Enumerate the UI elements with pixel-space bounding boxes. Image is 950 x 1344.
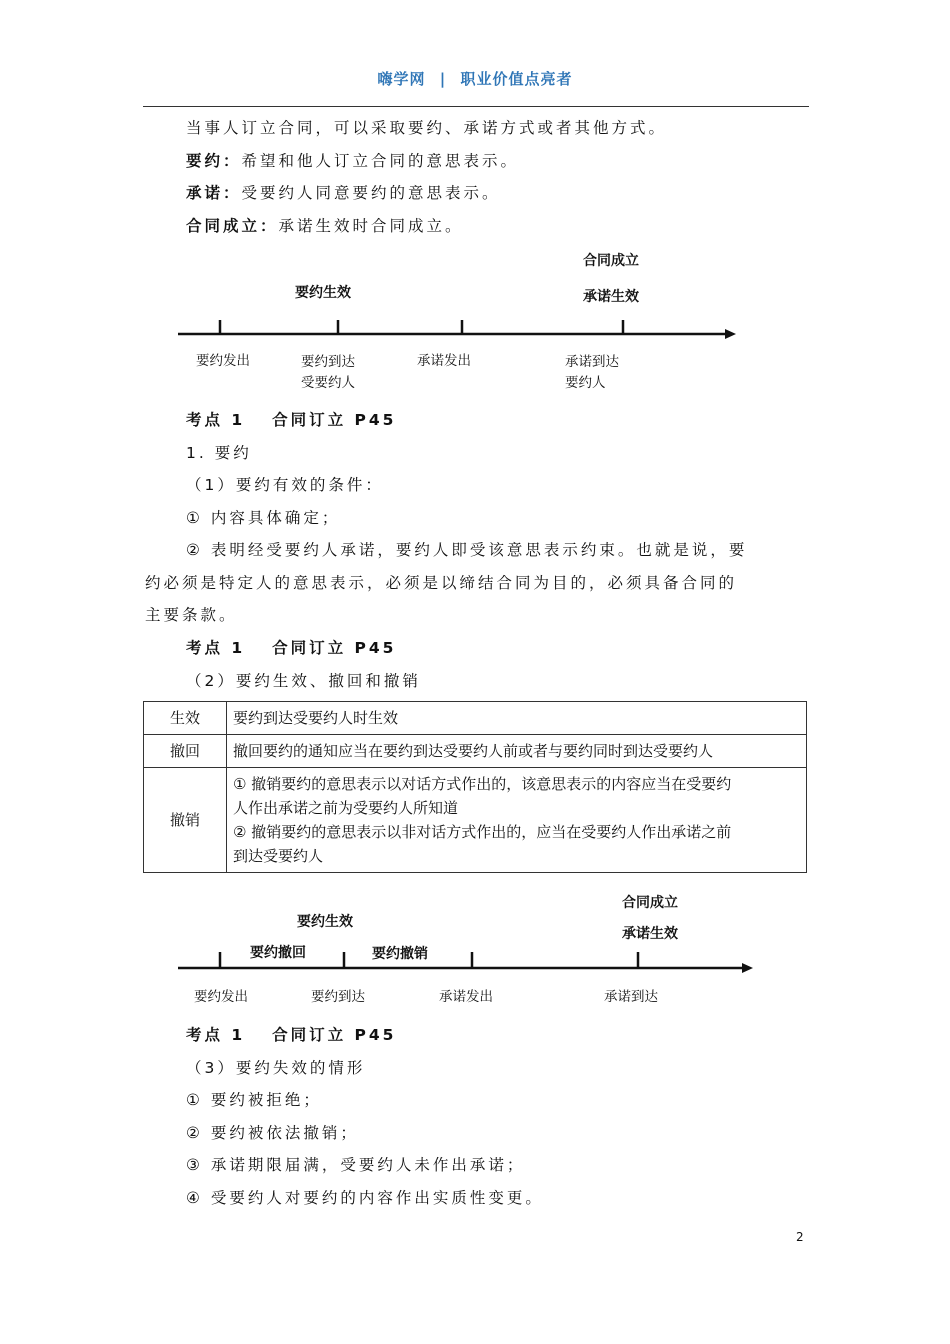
- revoke-line-1: ① 撤销要约的意思表示以对话方式作出的，该意思表示的内容应当在受要约: [233, 775, 732, 793]
- tl2-label-accept-arrive: 承诺到达: [604, 989, 658, 1005]
- tl2-acceptance-effective: 承诺生效: [622, 926, 678, 942]
- arrow-head-icon: [725, 329, 736, 339]
- formation-def: 承诺生效时合同成立。: [278, 217, 464, 235]
- tl1-offer-effective: 要约生效: [295, 285, 351, 301]
- offer-term: 要约：: [186, 152, 242, 170]
- tl1-acceptance-effective: 承诺生效: [583, 289, 639, 305]
- revoke-line-3: ② 撤销要约的意思表示以非对话方式作出的，应当在受要约人作出承诺之前: [233, 823, 732, 841]
- section1-title: 考点 1 合同订立 P45: [186, 411, 397, 429]
- tl2-offer-revocation: 要约撤销: [372, 946, 428, 962]
- timeline-1-axis: [170, 318, 750, 348]
- row-key: 撤回: [144, 735, 227, 768]
- section3-title: 考点 1 合同订立 P45: [186, 1026, 397, 1044]
- tl2-offer-withdrawal: 要约撤回: [250, 945, 306, 961]
- arrow-head-icon: [742, 963, 753, 973]
- page-header: [0, 68, 950, 89]
- condition-2-line1: ② 表明经受要约人承诺，要约人即受该意思表示约束。也就是说，要: [186, 541, 748, 559]
- tl1-contract-formed: 合同成立: [583, 253, 639, 269]
- tl1-label-offer-sent: 要约发出: [196, 353, 250, 369]
- revoke-line-2: 人作出承诺之前为受要约人所知道: [233, 799, 459, 817]
- tl2-label-accept-sent: 承诺发出: [439, 989, 493, 1005]
- section1-subheading: （1）要约有效的条件：: [186, 476, 384, 494]
- section1-heading: 1. 要约: [186, 444, 252, 462]
- section3-heading: （3）要约失效的情形: [186, 1059, 366, 1077]
- condition-1: ① 内容具体确定；: [186, 509, 341, 527]
- tl1-label-offeror: 要约人: [565, 375, 606, 391]
- section2-heading: （2）要约生效、撤回和撤销: [186, 672, 421, 690]
- tl1-label-accept-arrive: 承诺到达: [565, 354, 619, 370]
- revoke-line-4: 到达受要约人: [233, 847, 324, 865]
- row-key: 撤销: [144, 768, 227, 873]
- section2-title: 考点 1 合同订立 P45: [186, 639, 397, 657]
- formation-definition: [186, 214, 464, 236]
- table-row: [144, 768, 807, 873]
- accept-def: 受要约人同意要约的意思表示。: [241, 184, 501, 202]
- offer-rules-table: [143, 701, 807, 873]
- tl1-label-offer-arrive: 要约到达: [301, 354, 355, 370]
- formation-term: 合同成立：: [186, 217, 279, 235]
- tl1-label-offeree: 受要约人: [301, 375, 355, 391]
- row-value: 撤回要约的通知应当在要约到达受要约人前或者与要约同时到达受要约人: [227, 735, 807, 768]
- offer-definition: [186, 149, 519, 171]
- row-value: 要约到达受要约人时生效: [227, 702, 807, 735]
- lapse-item-2: ② 要约被依法撤销；: [186, 1124, 359, 1142]
- tl2-label-offer-sent: 要约发出: [194, 989, 248, 1005]
- row-key: 生效: [144, 702, 227, 735]
- table-row: [144, 702, 807, 735]
- header-rule: [143, 106, 809, 107]
- condition-2-line3: 主要条款。: [145, 606, 238, 624]
- site-name: 嗨学网: [377, 70, 426, 88]
- tl2-label-offer-arrive: 要约到达: [311, 989, 365, 1005]
- condition-2-line2: 约必须是特定人的意思表示，必须是以缔结合同为目的，必须具备合同的: [145, 574, 738, 592]
- lapse-item-1: ① 要约被拒绝；: [186, 1091, 322, 1109]
- tl2-offer-effective: 要约生效: [297, 914, 353, 930]
- tl2-contract-formed: 合同成立: [622, 895, 678, 911]
- header-separator: |: [439, 70, 447, 88]
- row-value: [227, 768, 807, 873]
- tl1-label-accept-sent: 承诺发出: [417, 353, 471, 369]
- lapse-item-4: ④ 受要约人对要约的内容作出实质性变更。: [186, 1189, 544, 1207]
- accept-term: 承诺：: [186, 184, 242, 202]
- lapse-item-3: ③ 承诺期限届满，受要约人未作出承诺；: [186, 1156, 526, 1174]
- accept-definition: [186, 181, 501, 203]
- intro-line: 当事人订立合同，可以采取要约、承诺方式或者其他方式。: [186, 119, 668, 137]
- page-number: 2: [796, 1230, 804, 1244]
- offer-def: 希望和他人订立合同的意思表示。: [241, 152, 520, 170]
- table-row: [144, 735, 807, 768]
- site-slogan: 职业价值点亮者: [460, 70, 573, 88]
